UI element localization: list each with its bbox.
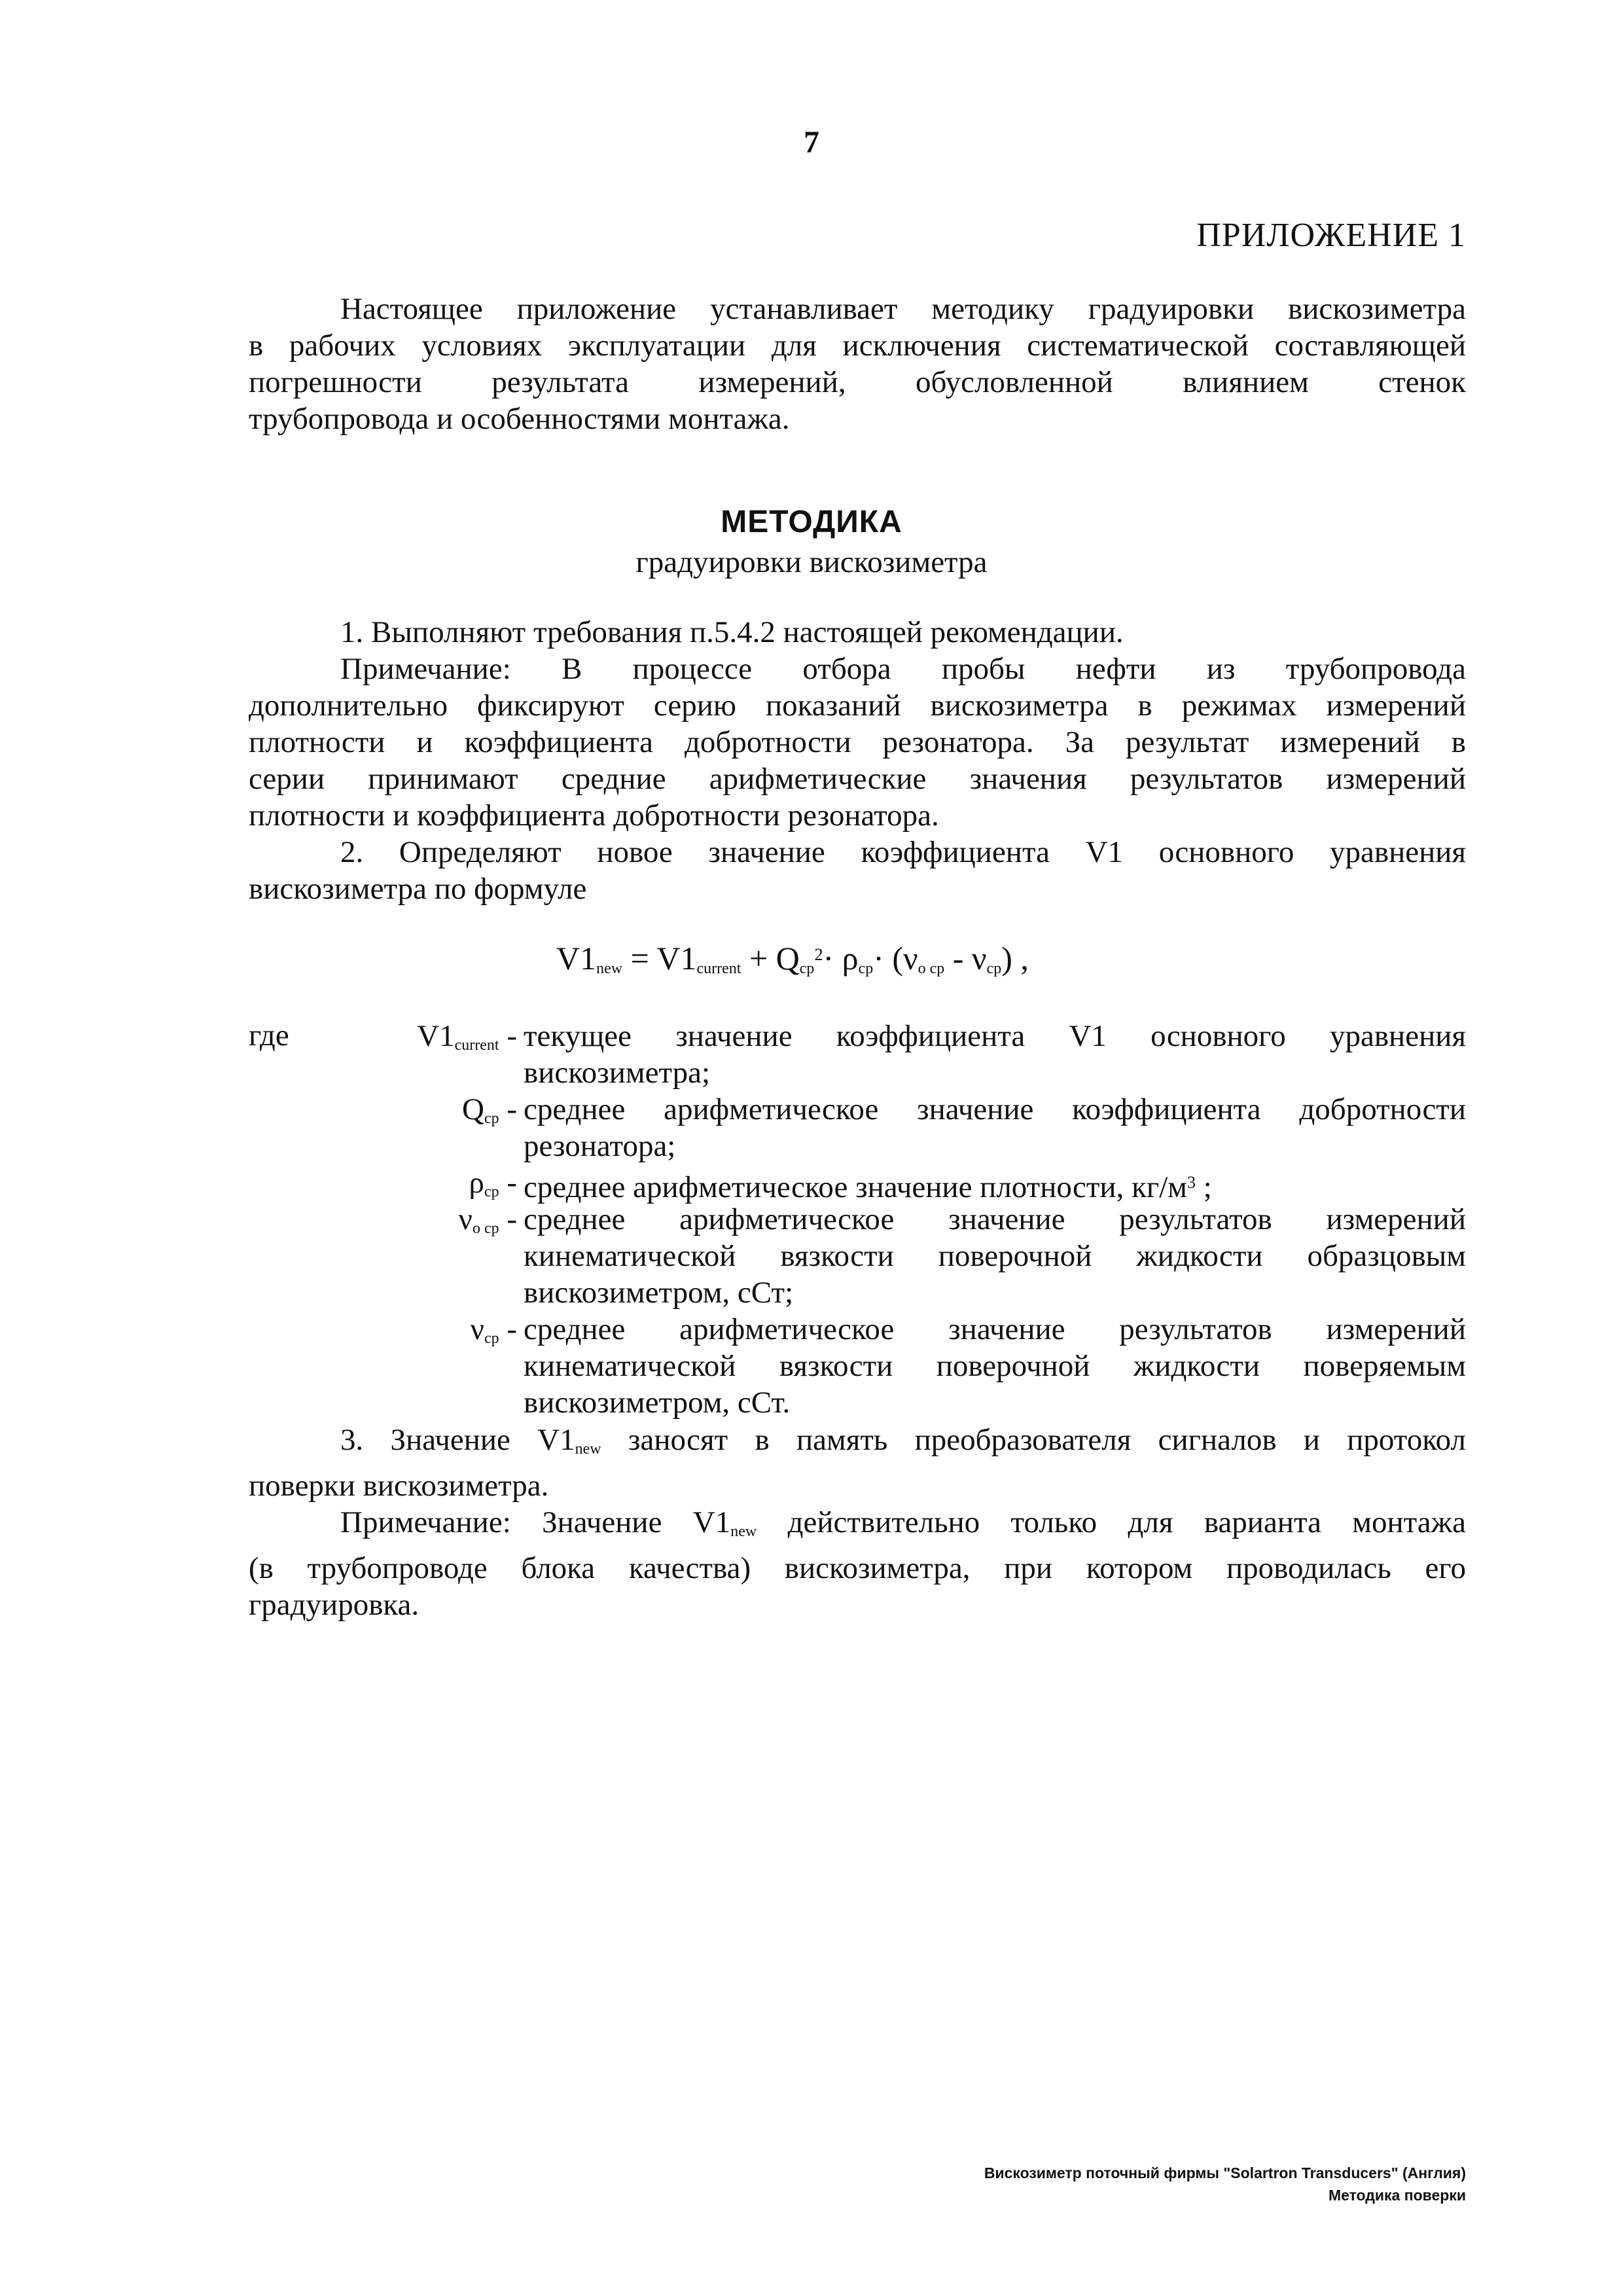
where-label: где bbox=[249, 1018, 289, 1052]
footer-line-2: Методика поверки bbox=[1328, 2187, 1466, 2204]
def-symbol-main: Q bbox=[461, 1092, 484, 1126]
item-2-line-1: 2. Определяют новое значение коэффициента V1 основного уравнения bbox=[340, 835, 1466, 869]
item-1: 1. Выполняют требования п.5.4.2 настоящей рекомендации. bbox=[340, 615, 1124, 649]
def-symbol-main: V1 bbox=[417, 1019, 455, 1053]
item-3-line-2: поверки вискозиметра. bbox=[249, 1469, 549, 1503]
def-symbol-sub: ср bbox=[484, 1183, 499, 1200]
def-symbol bbox=[417, 1018, 517, 1064]
unit-superscript: 3 bbox=[1187, 1173, 1196, 1192]
def-text bbox=[524, 1091, 1466, 1164]
formula-sub-current: current bbox=[696, 960, 741, 977]
item-3-sub: new bbox=[575, 1441, 601, 1458]
formula-square: 2 bbox=[814, 945, 823, 964]
note-1-line-3: плотности и коэффициента добротности резонатора. За результат измерений в bbox=[249, 725, 1466, 759]
note-2-text-b: действительно только для варианта монтажа bbox=[757, 1505, 1466, 1539]
note-1-line-1: Примечание: В процессе отбора пробы нефти из трубопровода bbox=[340, 652, 1466, 686]
formula-rho: · ρ bbox=[823, 940, 859, 977]
def-dash: - bbox=[499, 1166, 517, 1200]
note-2-line-3: градуировка. bbox=[249, 1588, 419, 1622]
formula-plus-q: + Q bbox=[741, 940, 800, 977]
def-line: резонатора; bbox=[524, 1129, 676, 1163]
def-symbol-main: ν bbox=[470, 1312, 484, 1346]
formula-minus-nu: - ν bbox=[944, 940, 987, 977]
item-1-block bbox=[249, 614, 1466, 907]
intro-line-4: трубопровода и особенностями монтажа. bbox=[249, 402, 790, 436]
item-2-line-2: вискозиметра по формуле bbox=[249, 872, 587, 906]
def-dash: - bbox=[499, 1202, 517, 1236]
item-3-line-1 bbox=[340, 1422, 1466, 1467]
v1-new-formula bbox=[556, 939, 1029, 978]
page-footer bbox=[984, 2162, 1466, 2206]
formula-sub-cp-3: ср bbox=[986, 960, 1002, 977]
def-text bbox=[524, 1311, 1466, 1421]
def-symbol-sub: current bbox=[454, 1037, 499, 1054]
intro-line-2: в рабочих условиях эксплуатации для исключения систематической составляющей bbox=[249, 329, 1466, 363]
def-line: среднее арифметическое значение результатов измерений bbox=[524, 1312, 1466, 1346]
note-2-text-a: Примечание: Значение V1 bbox=[340, 1505, 731, 1539]
formula-v1: V1 bbox=[556, 940, 597, 977]
formula-eq: = V1 bbox=[622, 940, 697, 977]
def-text bbox=[524, 1018, 1466, 1091]
def-symbol bbox=[462, 1091, 517, 1137]
def-line: вискозиметром, сСт; bbox=[524, 1276, 794, 1310]
note-1-line-2: дополнительно фиксируют серию показаний вискозиметра в режимах измерений bbox=[249, 689, 1466, 723]
item-3-block bbox=[249, 1422, 1466, 1623]
formula-sub-new: new bbox=[596, 960, 623, 977]
note-1-line-4: серии принимают средние арифметические значения результатов измерений bbox=[249, 762, 1466, 796]
intro-line-1: Настоящее приложение устанавливает методику градуировки вискозиметра bbox=[340, 292, 1466, 326]
def-symbol-main: ρ bbox=[469, 1166, 484, 1200]
appendix-title: ПРИЛОЖЕНИЕ 1 bbox=[1196, 217, 1466, 254]
def-line-text: среднее арифметическое значение плотности, кг/м bbox=[524, 1170, 1187, 1204]
note-1-line-5: плотности и коэффициента добротности резонатора. bbox=[249, 798, 939, 833]
note-2-sub: new bbox=[730, 1523, 757, 1540]
formula-close: ) , bbox=[1001, 940, 1029, 977]
def-text bbox=[524, 1201, 1466, 1311]
def-line: вискозиметром, сСт. bbox=[524, 1386, 791, 1420]
def-line: кинематической вязкости поверочной жидкости поверяемым bbox=[524, 1349, 1466, 1383]
formula-sub-ocp: о ср bbox=[918, 960, 945, 977]
def-symbol bbox=[471, 1311, 517, 1357]
def-line: среднее арифметическое значение результатов измерений bbox=[524, 1202, 1466, 1236]
intro-line-3: погрешности результата измерений, обусловленной влиянием стенок bbox=[249, 365, 1466, 399]
method-title: МЕТОДИКА bbox=[721, 505, 902, 539]
def-line: текущее значение коэффициента V1 основного уравнения bbox=[524, 1019, 1466, 1053]
def-symbol bbox=[459, 1201, 517, 1247]
def-line: среднее арифметическое значение коэффициента добротности bbox=[524, 1092, 1466, 1126]
formula-sub-cp-1: ср bbox=[799, 960, 815, 977]
def-line: вискозиметра; bbox=[524, 1056, 711, 1090]
note-2-line-1 bbox=[340, 1504, 1466, 1550]
def-dash: - bbox=[499, 1312, 517, 1346]
def-symbol-sub: ср bbox=[484, 1110, 499, 1127]
method-subtitle: градуировки вискозиметра bbox=[635, 545, 988, 579]
note-2-line-2: (в трубопроводе блока качества) вискозиметра, при котором проводилась его bbox=[249, 1551, 1466, 1585]
item-3-text-a: 3. Значение V1 bbox=[340, 1423, 575, 1457]
def-line: кинематической вязкости поверочной жидкости образцовым bbox=[524, 1239, 1466, 1273]
def-dash: - bbox=[499, 1019, 517, 1053]
def-dash: - bbox=[499, 1092, 517, 1126]
footer-line-1: Вискозиметр поточный фирмы "Solartron Transducers" (Англия) bbox=[984, 2164, 1466, 2181]
page-number: 7 bbox=[804, 125, 819, 160]
def-symbol-main: ν bbox=[458, 1202, 473, 1236]
def-line bbox=[524, 1164, 1466, 1206]
def-symbol-sub: о ср bbox=[472, 1220, 499, 1237]
formula-paren: · (ν bbox=[873, 940, 918, 977]
intro-paragraph bbox=[249, 291, 1466, 437]
item-3-text-b: заносят в память преобразователя сигналов и протокол bbox=[601, 1423, 1466, 1457]
def-symbol-sub: ср bbox=[484, 1330, 499, 1347]
def-line-tail: ; bbox=[1196, 1170, 1212, 1204]
def-text bbox=[524, 1164, 1466, 1206]
formula-sub-cp-2: ср bbox=[858, 960, 874, 977]
